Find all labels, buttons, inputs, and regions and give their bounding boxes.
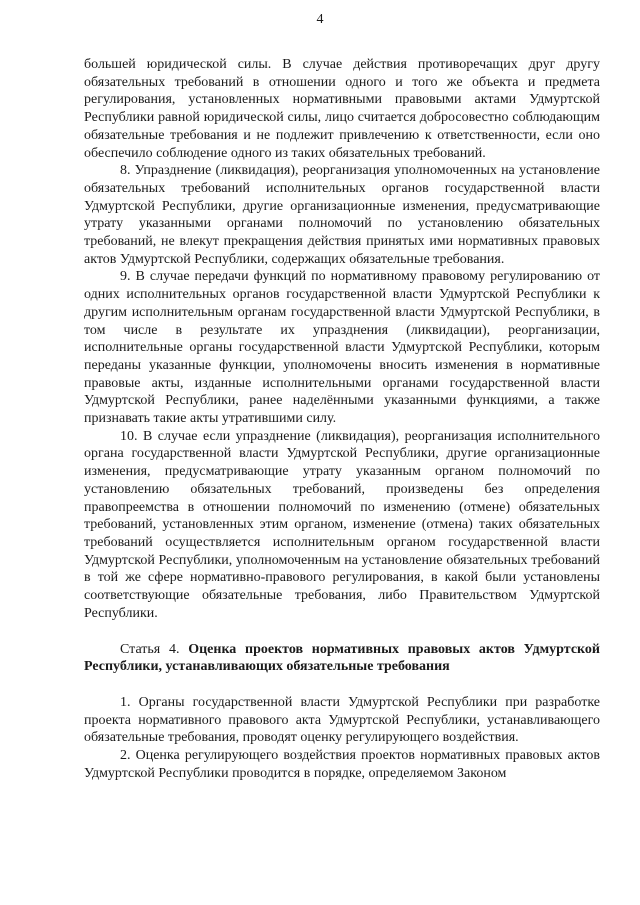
article-title: Оценка проектов нормативных правовых актов Удмуртской Республики, устанавливающих обязательные требования	[84, 641, 600, 675]
paragraph-item-8: 8. Упразднение (ликвидация), реорганизация уполномоченных на установление обязательных требований исполнительных органов государственной власти Удмуртской Республики, другие организационные изменения, предусматривающие утрату указанными органами полномочий по установлению обязательных требований, не влекут прекращения действия принятых ими нормативных правовых актов Удмуртской Республики, содержащих обязательные требования.	[84, 163, 600, 267]
article-label: Статья 4.	[120, 641, 180, 657]
article-item-1: 1. Органы государственной власти Удмуртской Республики при разработке проекта нормативного правового акта Удмуртской Республики, устанавливающего обязательные требования, проводят оценку регулирующего воздействия.	[84, 694, 600, 746]
document-body	[84, 56, 600, 782]
article-heading	[84, 641, 600, 676]
paragraph-item-9: 9. В случае передачи функций по нормативному правовому регулированию от одних исполнительных органов государственной власти Удмуртской Республики к другим исполнительным органам государственной власти Удмуртской Республики, в том числе в результате их упразднения (ликвидации), реорганизации, исполнительные органы государственной власти Удмуртской Республики, которым переданы указанные функции, уполномочены вносить изменения в нормативные правовые акты, изданные исполнительными органами государственной власти Удмуртской Республики, ранее наделёнными указанными функциями, а также признавать такие акты утратившими силу.	[84, 269, 600, 427]
paragraph-item-10: 10. В случае если упразднение (ликвидация), реорганизация исполнительного органа государственной власти Удмуртской Республики, другие организационные изменения, предусматривающие утрату указанным органом полномочий по установлению обязательных требований, произведены без определения правопреемства в отношении полномочий по изменению (отмене) обязательных требований, установленных этим органом, изменение (отмена) таких обязательных требований осуществляется исполнительным органом государственной власти Удмуртской Республики, уполномоченным на установление обязательных требований в той же сфере нормативно-правового регулирования, в какой были установлены соответствующие обязательные требования, либо Правительством Удмуртской Республики.	[84, 428, 600, 621]
paragraph-continuation: большей юридической силы. В случае действия противоречащих друг другу обязательных требований в отношении одного и того же объекта и предмета регулирования, установленных нормативными правовыми актами Удмуртской Республики равной юридической силы, лицо считается добросовестно соблюдающим обязательные требования и не подлежит привлечению к ответственности, если оно обеспечило соблюдение одного из таких обязательных требований.	[84, 57, 600, 161]
article-item-2: 2. Оценка регулирующего воздействия проектов нормативных правовых актов Удмуртской Республики проводится в порядке, определяемом Законом	[84, 748, 600, 781]
page-number: 4	[316, 12, 324, 27]
